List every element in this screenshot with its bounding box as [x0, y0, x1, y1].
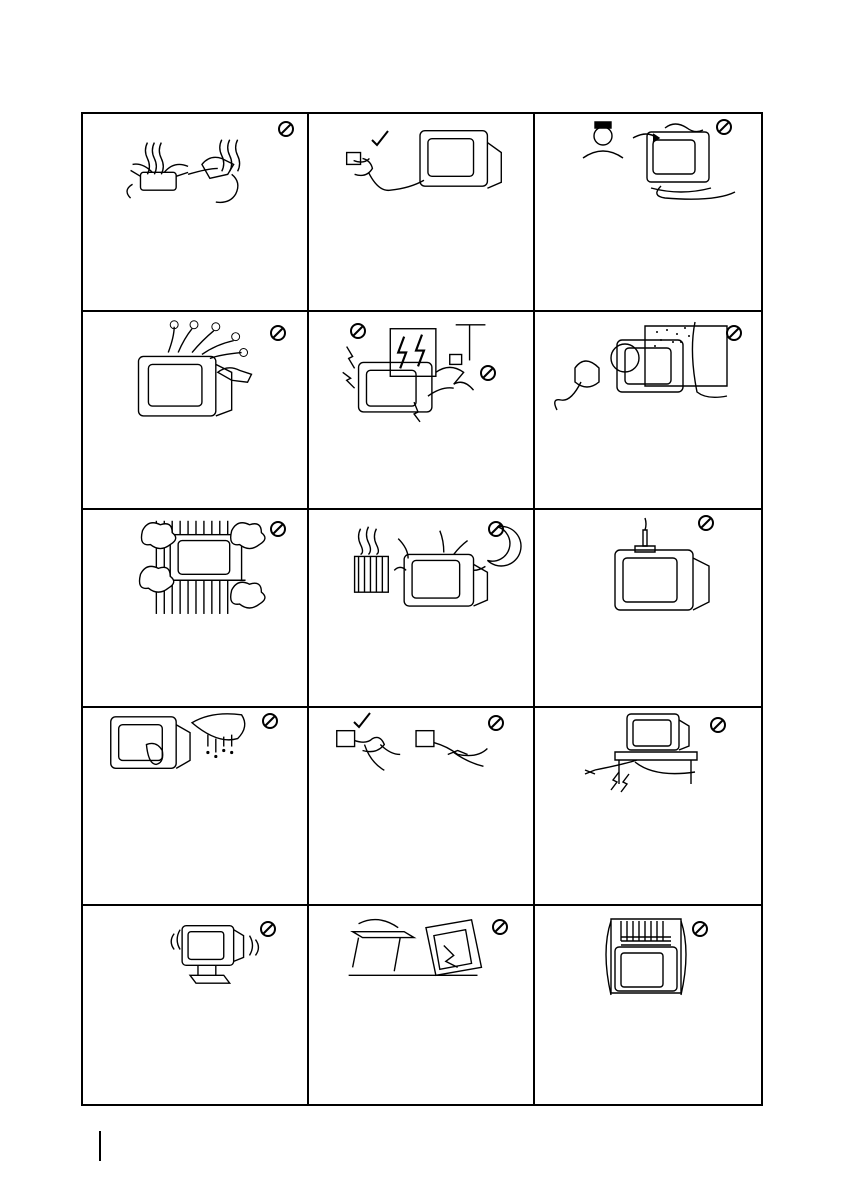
cell-enclosed-cabinet	[535, 906, 761, 1104]
cell-lightning-storm	[309, 312, 535, 510]
damaged-cord-illustration	[535, 708, 761, 904]
cell-falling-tv	[309, 906, 535, 1104]
prohibited-icon	[477, 362, 499, 384]
lightning-illustration	[309, 312, 533, 508]
prohibited-icon	[689, 918, 711, 940]
prohibited-icon	[485, 712, 507, 734]
prohibited-icon	[723, 322, 745, 344]
cell-heat-and-sunlight	[309, 510, 535, 708]
cell-damaged-cord	[535, 708, 761, 906]
prohibited-icon	[707, 714, 729, 736]
cell-wet-cloth-cleaning	[83, 708, 309, 906]
candle-illustration	[535, 510, 761, 706]
prohibited-icon	[259, 710, 281, 732]
enclosed-cabinet-illustration	[535, 906, 761, 1104]
prohibited-icon	[489, 916, 511, 938]
cell-unstable-stand	[83, 906, 309, 1104]
technician-illustration	[535, 114, 761, 310]
cell-blocked-ventilation	[83, 510, 309, 708]
check-icon	[351, 710, 373, 732]
prohibited-icon	[267, 518, 289, 540]
overloaded-outlets-illustration	[83, 114, 307, 310]
prohibited-icon	[485, 518, 507, 540]
safety-grid	[81, 112, 763, 1106]
cell-objects-into-vents	[83, 312, 309, 510]
prohibited-icon	[267, 322, 289, 344]
check-icon	[369, 128, 391, 150]
prohibited-icon	[695, 512, 717, 534]
cell-moisture-humidity	[535, 312, 761, 510]
plug-handling-illustration	[309, 708, 533, 904]
unplug-illustration	[309, 114, 533, 310]
page-margin-rule	[99, 1131, 101, 1161]
cell-candle-on-tv	[535, 510, 761, 708]
cell-ask-service-technician	[535, 114, 761, 312]
prohibited-icon	[275, 118, 297, 140]
prohibited-icon	[347, 320, 369, 342]
wet-cloth-illustration	[83, 708, 307, 904]
prohibited-icon	[257, 918, 279, 940]
prohibited-icon	[713, 116, 735, 138]
cell-unplug-by-plug	[309, 114, 535, 312]
cell-overloaded-outlets	[83, 114, 309, 312]
cell-plug-handling	[309, 708, 535, 906]
